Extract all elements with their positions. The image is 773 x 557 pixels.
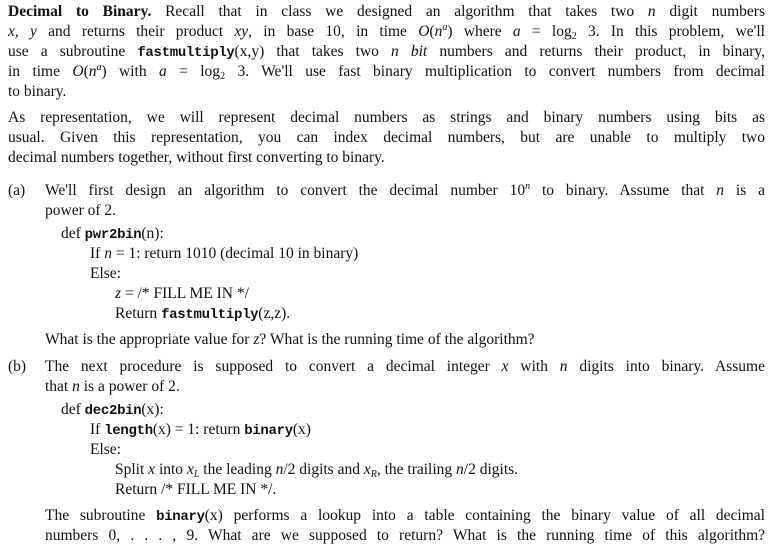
text-segment: numbers 0, . . . , 9. What are we supposed to return? What is the running time of this algorithm? <box>45 527 765 544</box>
text-segment: , in base 10, in time <box>248 23 419 40</box>
text-segment: ? What is the running time of the algorithm? <box>259 331 535 348</box>
text-segment: As representation, we will represent decimal numbers as strings and binary numbers using bits as <box>8 109 765 126</box>
math-symbol: n <box>104 245 112 262</box>
part-a-code-line <box>115 285 249 303</box>
math-symbol: a <box>158 63 167 80</box>
text-segment: Else: <box>90 265 121 282</box>
representation-text-line <box>8 109 765 127</box>
text-segment: (n): <box>141 225 164 242</box>
text-segment: is a <box>724 182 765 199</box>
math-symbol: n <box>716 182 725 199</box>
text-segment: power of 2. <box>45 202 117 219</box>
representation-text-line <box>8 149 385 167</box>
text-segment: n <box>525 181 531 192</box>
text-segment: Recall that in class we designed an algorithm that takes two <box>151 3 648 20</box>
text-segment: = log <box>520 23 572 40</box>
part-b-code-line <box>115 481 276 499</box>
part-a-code-line <box>90 245 358 263</box>
text-segment: /2 digits and <box>283 461 364 478</box>
part-b-text-line <box>45 358 765 376</box>
math-symbol: x <box>501 358 509 375</box>
math-symbol: n <box>434 23 443 40</box>
math-symbol: n <box>88 63 97 80</box>
part-a-text-line <box>45 202 116 220</box>
math-symbol: n <box>559 358 568 375</box>
text-segment: (x) = 1: return <box>152 421 245 438</box>
text-segment: What is the appropriate value for <box>45 331 254 348</box>
text-segment: (x) <box>292 421 311 438</box>
part-b-code-line <box>115 461 518 479</box>
part-b-code-line <box>90 421 311 439</box>
text-segment: a <box>442 22 448 33</box>
text-segment: ( <box>83 63 89 80</box>
text-segment: bit <box>398 43 428 60</box>
part-b-code-line <box>90 441 121 459</box>
text-segment: R <box>370 469 377 480</box>
math-symbol: z <box>115 285 122 302</box>
part-a-code-line <box>61 225 164 243</box>
text-segment: to binary. Assume that <box>530 182 717 199</box>
text-segment: Return /* FILL ME IN */. <box>115 481 277 498</box>
text-segment: and returns their product <box>36 23 235 40</box>
text-segment: (x): <box>141 401 164 418</box>
text-segment: 2 <box>571 31 577 42</box>
text-segment: 3. We'll use fast binary multiplication to convert numbers from decimal <box>225 63 765 80</box>
math-symbol: n <box>275 461 284 478</box>
part-b-text-line <box>45 378 180 396</box>
text-segment: If <box>90 421 105 438</box>
text-segment: Else: <box>90 441 121 458</box>
text-segment: use a subroutine <box>8 43 138 60</box>
text-segment: 2 <box>220 71 226 82</box>
text-segment: ) where <box>447 23 513 40</box>
math-symbol: x, y <box>8 23 37 40</box>
math-symbol: n <box>72 378 80 395</box>
math-symbol: z <box>253 331 260 348</box>
part-a-code-line <box>90 265 121 283</box>
text-segment: = log <box>166 63 221 80</box>
part-b-code-line <box>61 401 164 419</box>
part-a-code-line <box>115 305 290 323</box>
math-symbol: n <box>456 461 464 478</box>
code-identifier: binary <box>156 509 205 525</box>
math-symbol: x <box>363 461 371 478</box>
representation-text-line <box>8 129 765 147</box>
text-segment: , the trailing <box>376 461 457 478</box>
intro-text-line <box>8 23 765 41</box>
text-segment: ) with <box>101 63 159 80</box>
text-segment: numbers and returns their product, in binary, <box>427 43 765 60</box>
part-a-question-line <box>45 331 535 349</box>
code-identifier: pwr2bin <box>84 227 142 243</box>
math-symbol: n <box>647 3 656 20</box>
math-symbol: O <box>72 63 84 80</box>
math-symbol: xy <box>234 23 249 40</box>
intro-text-line <box>8 43 765 61</box>
text-segment: a <box>96 62 102 73</box>
math-symbol: n <box>391 43 399 60</box>
text-segment: If <box>90 245 105 262</box>
text-segment: usual. Given this representation, you can index decimal numbers, but are unable to multiply two <box>8 129 765 146</box>
text-segment: with <box>508 358 560 375</box>
text-segment: The next procedure is supposed to convert a decimal integer <box>45 358 502 375</box>
part-b-question-line <box>45 507 765 525</box>
text-segment: ( <box>429 23 435 40</box>
text-segment: We'll first design an algorithm to convert the decimal number 10 <box>45 182 526 199</box>
text-segment: (z,z). <box>258 305 291 322</box>
text-segment: digits into binary. Assume <box>567 358 765 375</box>
text-segment: def <box>61 401 85 418</box>
text-segment: def <box>61 225 85 242</box>
text-segment: 3. In this problem, we'll <box>576 23 765 40</box>
part-b-label: (b) <box>8 358 27 375</box>
math-symbol: x <box>148 461 156 478</box>
text-segment: = 1: return 1010 (decimal 10 in binary) <box>111 245 359 262</box>
code-identifier: dec2bin <box>84 403 142 419</box>
code-identifier: length <box>104 423 153 439</box>
text-segment: (x,y) that takes two <box>234 43 392 60</box>
text-segment: to binary. <box>8 83 67 100</box>
text-segment: that <box>45 378 73 395</box>
text-segment: the leading <box>199 461 276 478</box>
text-segment: Split <box>115 461 149 478</box>
text-segment: Return <box>115 305 162 322</box>
intro-title-line <box>8 3 765 21</box>
math-symbol: a <box>512 23 521 40</box>
part-b-question-line <box>45 527 765 545</box>
text-segment: into <box>155 461 187 478</box>
code-identifier: fastmultiply <box>161 307 259 323</box>
text-segment: in time <box>8 63 73 80</box>
text-segment: is a power of 2. <box>79 378 180 395</box>
code-identifier: fastmultiply <box>137 45 235 61</box>
part-a-text-line <box>45 182 765 200</box>
intro-text-line <box>8 63 765 81</box>
text-segment: The subroutine <box>45 507 157 524</box>
math-symbol: O <box>418 23 430 40</box>
intro-text-line <box>8 83 66 101</box>
text-segment: = /* FILL ME IN */ <box>121 285 249 302</box>
math-symbol: x <box>186 461 194 478</box>
text-segment: Decimal to Binary. <box>8 3 152 20</box>
text-segment: L <box>193 469 200 480</box>
text-segment: digit numbers <box>655 3 765 20</box>
text-segment: /2 digits. <box>463 461 519 478</box>
text-segment: (x) performs a lookup into a table containing the binary value of all decimal <box>204 507 765 524</box>
code-identifier: binary <box>244 423 293 439</box>
text-segment: decimal numbers together, without first converting to binary. <box>8 149 385 166</box>
part-a-label: (a) <box>8 182 26 199</box>
